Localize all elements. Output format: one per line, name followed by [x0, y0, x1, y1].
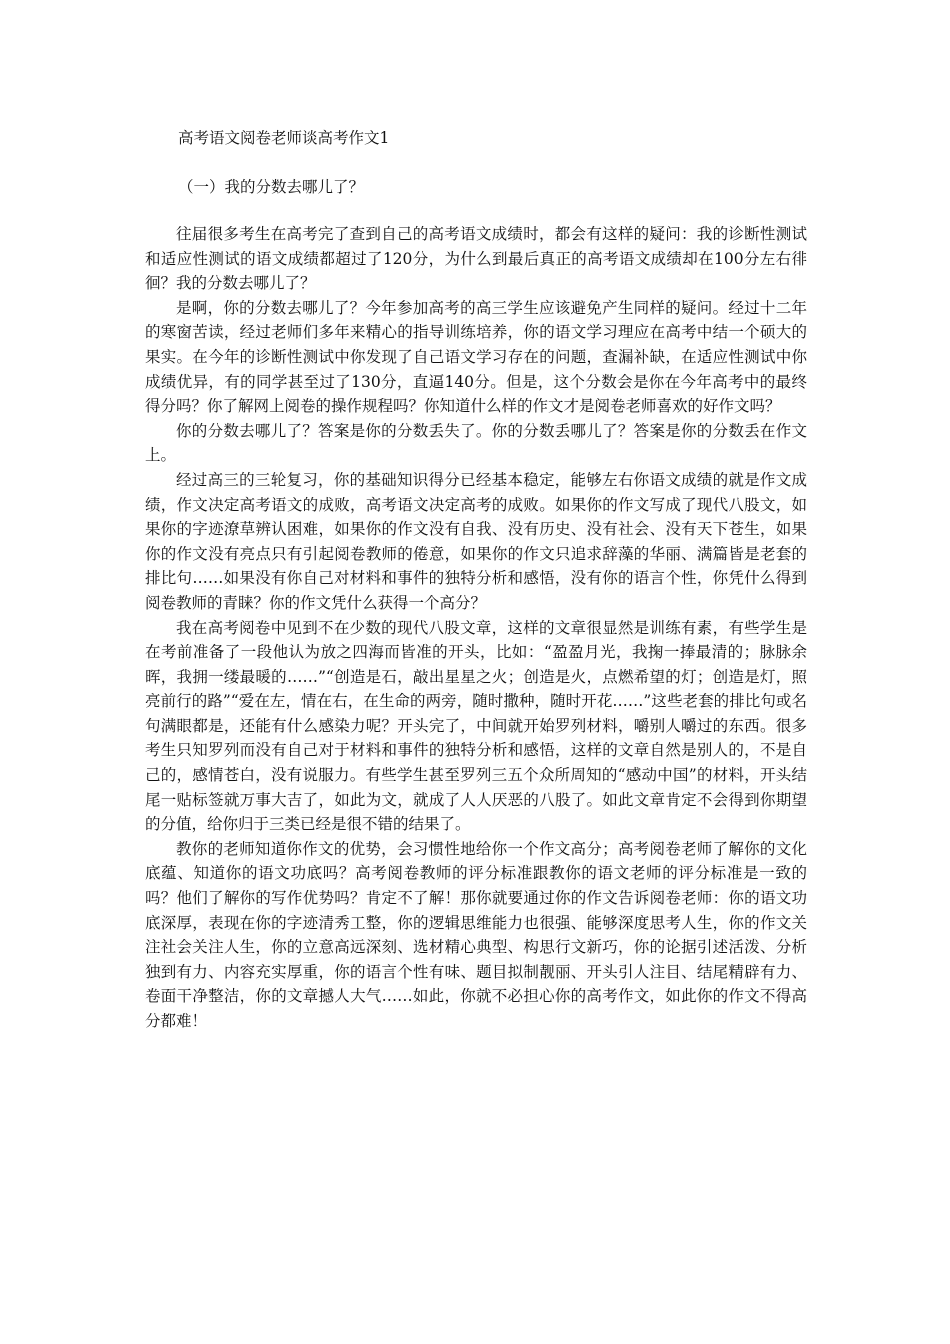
paragraph-3: 你的分数去哪儿了？答案是你的分数丢失了。你的分数丢哪儿了？答案是你的分数丢在作文上。 [145, 421, 807, 465]
paragraph-4: 经过高三的三轮复习，你的基础知识得分已经基本稳定，能够左右你语文成绩的就是作文成绩，作文决定高考语文的成败，高考语文决定高考的成败。如果你的作文写成了现代八股文，如果你的字迹潦草辨认困难，如果你的作文没有自我、没有历史、没有社会、没有天下苍生，如果你的作文没有亮点只有引起阅卷教师的倦意，如果你的作文只追求辞藻的华丽、满篇皆是老套的排比句……如果没有你自己对材料和事件的独特分析和感悟，没有你的语言个性，你凭什么得到阅卷教师的青睐？你的作文凭什么获得一个高分？ [145, 470, 807, 612]
paragraph-6: 教你的老师知道你作文的优势，会习惯性地给你一个作文高分；高考阅卷老师了解你的文化底蕴、知道你的语文功底吗？高考阅卷教师的评分标准跟教你的语文老师的评分标准是一致的吗？他们了解你的写作优势吗？肯定不了解！那你就要通过你的作文告诉阅卷老师：你的语文功底深厚，表现在你的字迹清秀工整，你的逻辑思维能力也很强、能够深度思考人生，你的作文关注社会关注人生，你的立意高远深刻、选材精心典型、构思行文新巧，你的论据引述活泼、分析独到有力、内容充实厚重，你的语言个性有味、题目拟制靓丽、开头引人注目、结尾精辟有力、卷面干净整洁，你的文章撼人大气……如此，你就不必担心你的高考作文，如此你的作文不得高分都难！ [145, 839, 807, 1030]
paragraph-5: 我在高考阅卷中见到不在少数的现代八股文章，这样的文章很显然是训练有素，有些学生是在考前准备了一段他认为放之四海而皆准的开头，比如：“盈盈月光，我掬一捧最清的；脉脉余晖，我拥一缕最暖的……”“创造是石，敲出星星之火；创造是火，点燃希望的灯；创造是灯，照亮前行的路”“爱在左，情在右，在生命的两旁，随时撒种，随时开花……”这些老套的排比句或名句满眼都是，还能有什么感染力呢？开头完了，中间就开始罗列材料，嚼别人嚼过的东西。很多考生只知罗列而没有自己对于材料和事件的独特分析和感悟，这样的文章自然是别人的，不是自己的，感情苍白，没有说服力。有些学生甚至罗列三五个众所周知的“感动中国”的材料，开头结尾一贴标签就万事大吉了，如此为文，就成了人人厌恶的八股了。如此文章肯定不会得到你期望的分值，给你归于三类已经是很不错的结果了。 [145, 618, 807, 834]
document-body [145, 222, 807, 1034]
section-heading: （一）我的分数去哪儿了？ [178, 178, 365, 196]
paragraph-2: 是啊，你的分数去哪儿了？今年参加高考的高三学生应该避免产生同样的疑问。经过十二年的寒窗苦读，经过老师们多年来精心的指导训练培养，你的语文学习理应在高考中结一个硕大的果实。在今年的诊断性测试中你发现了自己语文学习存在的问题，查漏补缺，在适应性测试中你成绩优异，有的同学甚至过了130分，直逼140分。但是，这个分数会是你在今年高考中的最终得分吗？你了解网上阅卷的操作规程吗？你知道什么样的作文才是阅卷老师喜欢的好作文吗？ [145, 298, 807, 416]
paragraph-1: 往届很多考生在高考完了查到自己的高考语文成绩时，都会有这样的疑问：我的诊断性测试和适应性测试的语文成绩都超过了120分，为什么到最后真正的高考语文成绩却在100分左右徘徊？我的分数去哪儿了？ [145, 225, 807, 293]
document-title: 高考语文阅卷老师谈高考作文1 [178, 129, 390, 147]
